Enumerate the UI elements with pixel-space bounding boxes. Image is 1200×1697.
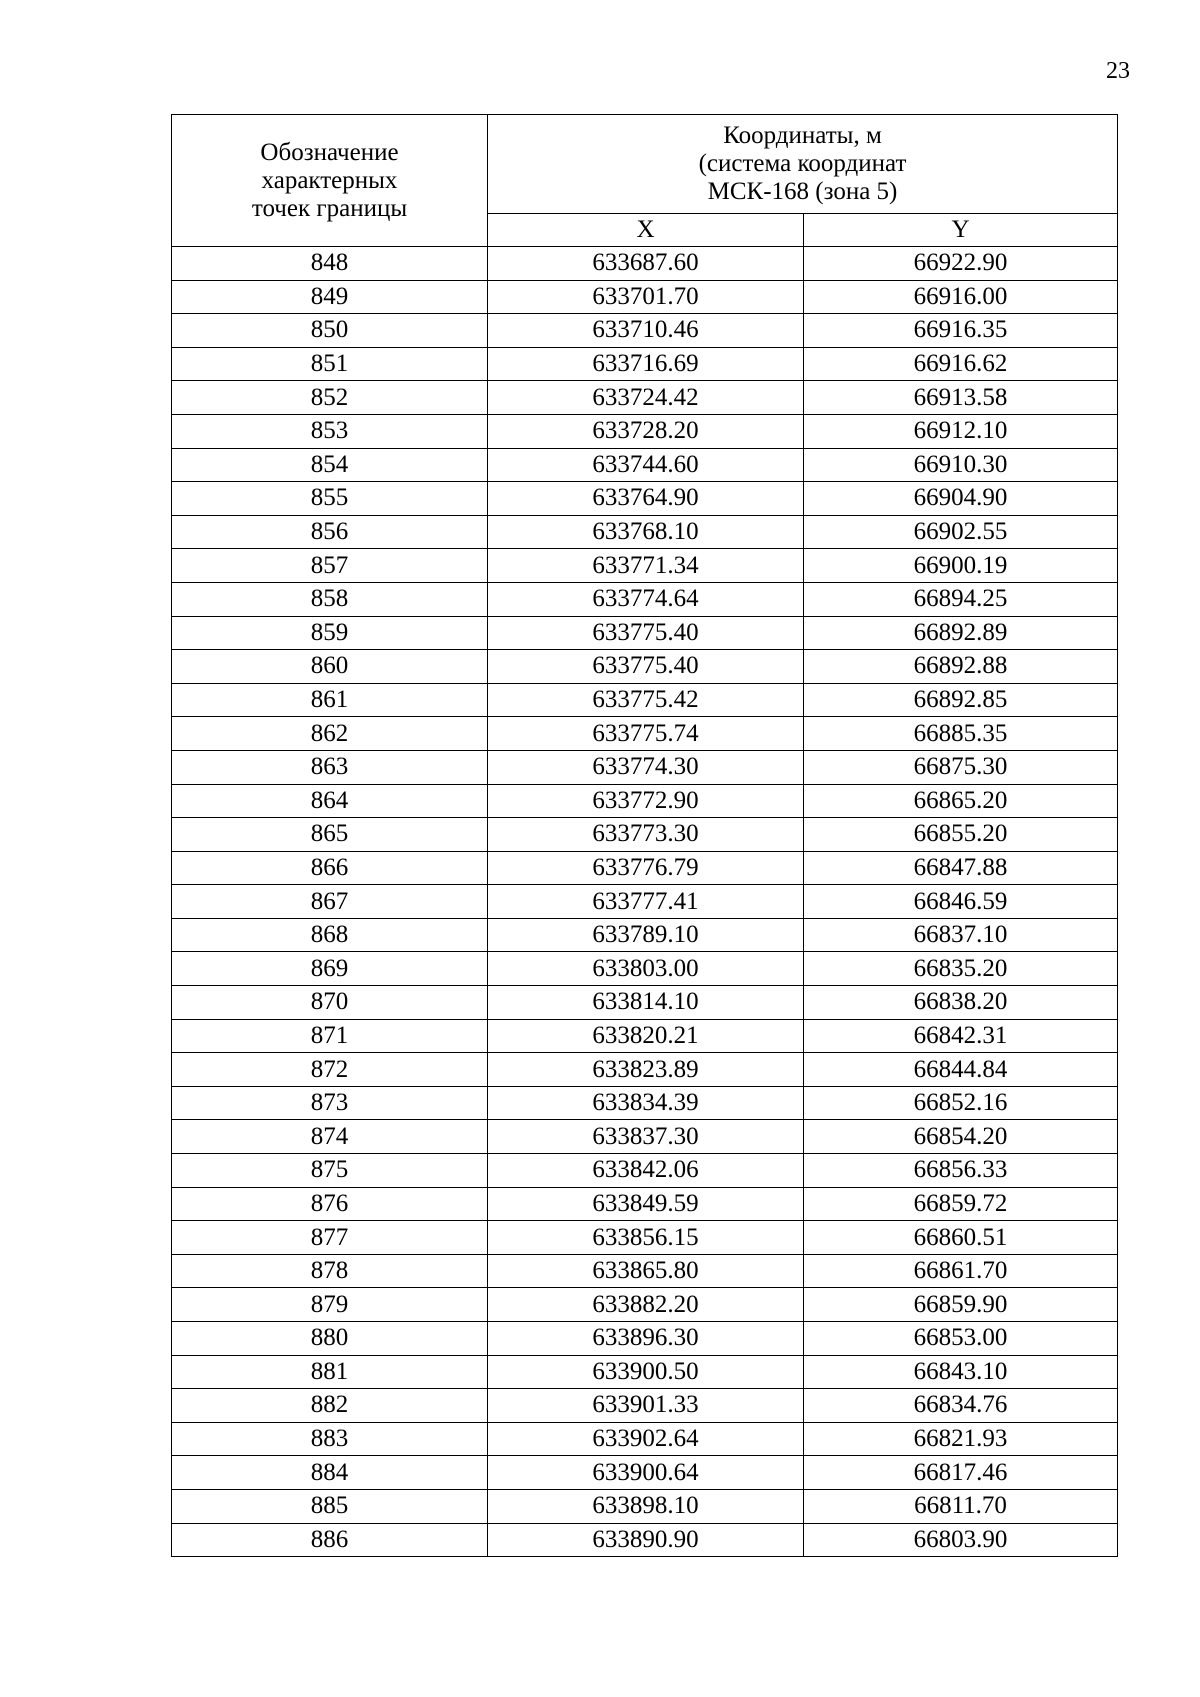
table-row	[172, 549, 1118, 583]
x-coordinate-cell: 633775.40	[488, 650, 804, 684]
table-row	[172, 347, 1118, 381]
x-coordinate-cell: 633896.30	[488, 1322, 804, 1356]
x-coordinate-cell: 633768.10	[488, 515, 804, 549]
point-cell: 863	[172, 750, 488, 784]
point-cell: 880	[172, 1322, 488, 1356]
page-number: 23	[1106, 58, 1130, 84]
table-row	[172, 414, 1118, 448]
table-row	[172, 1187, 1118, 1221]
point-cell: 870	[172, 986, 488, 1020]
point-cell: 882	[172, 1389, 488, 1423]
point-cell: 886	[172, 1523, 488, 1557]
point-cell: 871	[172, 1019, 488, 1053]
y-coordinate-cell: 66803.90	[804, 1523, 1118, 1557]
point-header-line: характерных	[261, 166, 398, 194]
point-cell: 850	[172, 314, 488, 348]
y-coordinate-cell: 66854.20	[804, 1120, 1118, 1154]
table-row	[172, 381, 1118, 415]
x-coordinate-cell: 633898.10	[488, 1489, 804, 1523]
y-coordinate-cell: 66847.88	[804, 851, 1118, 885]
point-cell: 859	[172, 616, 488, 650]
point-cell: 885	[172, 1489, 488, 1523]
table-row	[172, 1489, 1118, 1523]
point-cell: 867	[172, 885, 488, 919]
table-row	[172, 1456, 1118, 1490]
x-coordinate-cell: 633856.15	[488, 1221, 804, 1255]
point-cell: 879	[172, 1288, 488, 1322]
x-coordinate-cell: 633771.34	[488, 549, 804, 583]
table-row	[172, 448, 1118, 482]
point-cell: 854	[172, 448, 488, 482]
table-row	[172, 314, 1118, 348]
y-coordinate-cell: 66842.31	[804, 1019, 1118, 1053]
point-cell: 848	[172, 247, 488, 281]
x-coordinate-cell: 633724.42	[488, 381, 804, 415]
y-coordinate-cell: 66916.35	[804, 314, 1118, 348]
y-coordinate-cell: 66892.88	[804, 650, 1118, 684]
table-row	[172, 1086, 1118, 1120]
y-coordinate-cell: 66892.85	[804, 683, 1118, 717]
x-coordinate-cell: 633882.20	[488, 1288, 804, 1322]
x-coordinate-cell: 633701.70	[488, 280, 804, 314]
x-coordinate-cell: 633777.41	[488, 885, 804, 919]
y-coordinate-cell: 66855.20	[804, 818, 1118, 852]
y-coordinate-cell: 66885.35	[804, 717, 1118, 751]
x-coordinate-cell: 633775.42	[488, 683, 804, 717]
point-cell: 860	[172, 650, 488, 684]
y-coordinate-cell: 66875.30	[804, 750, 1118, 784]
y-coordinate-cell: 66861.70	[804, 1254, 1118, 1288]
x-coordinate-cell: 633865.80	[488, 1254, 804, 1288]
point-column-header	[172, 115, 488, 247]
x-coordinate-cell: 633803.00	[488, 952, 804, 986]
table-row	[172, 1322, 1118, 1356]
table-row	[172, 885, 1118, 919]
x-coordinate-cell: 633774.64	[488, 582, 804, 616]
x-coordinate-cell: 633834.39	[488, 1086, 804, 1120]
x-coordinate-cell: 633776.79	[488, 851, 804, 885]
y-coordinate-cell: 66852.16	[804, 1086, 1118, 1120]
point-cell: 852	[172, 381, 488, 415]
x-coordinate-cell: 633842.06	[488, 1154, 804, 1188]
x-coordinate-cell: 633774.30	[488, 750, 804, 784]
coords-header-line: (система координат	[698, 150, 907, 177]
y-coordinate-cell: 66838.20	[804, 986, 1118, 1020]
y-coordinate-cell: 66859.90	[804, 1288, 1118, 1322]
y-coordinate-cell: 66837.10	[804, 918, 1118, 952]
table-row	[172, 1154, 1118, 1188]
y-coordinate-cell: 66913.58	[804, 381, 1118, 415]
point-cell: 862	[172, 717, 488, 751]
point-cell: 865	[172, 818, 488, 852]
x-coordinate-cell: 633814.10	[488, 986, 804, 1020]
y-coordinate-cell: 66900.19	[804, 549, 1118, 583]
y-coordinate-cell: 66902.55	[804, 515, 1118, 549]
table-row	[172, 818, 1118, 852]
x-coordinate-cell: 633789.10	[488, 918, 804, 952]
table-row	[172, 851, 1118, 885]
point-cell: 866	[172, 851, 488, 885]
table-row	[172, 717, 1118, 751]
table-row	[172, 1019, 1118, 1053]
y-coordinate-cell: 66843.10	[804, 1355, 1118, 1389]
table-row	[172, 1053, 1118, 1087]
point-cell: 856	[172, 515, 488, 549]
table-row	[172, 280, 1118, 314]
x-coordinate-cell: 633890.90	[488, 1523, 804, 1557]
y-coordinate-cell: 66834.76	[804, 1389, 1118, 1423]
y-coordinate-cell: 66853.00	[804, 1322, 1118, 1356]
table-row	[172, 784, 1118, 818]
table-row	[172, 582, 1118, 616]
point-cell: 883	[172, 1422, 488, 1456]
y-coordinate-cell: 66835.20	[804, 952, 1118, 986]
x-coordinate-cell: 633900.64	[488, 1456, 804, 1490]
coords-header-line: Координаты, м	[723, 122, 882, 149]
y-column-header: Y	[804, 214, 1118, 247]
x-coordinate-cell: 633716.69	[488, 347, 804, 381]
table-row	[172, 616, 1118, 650]
x-coordinate-cell: 633773.30	[488, 818, 804, 852]
point-cell: 869	[172, 952, 488, 986]
y-coordinate-cell: 66912.10	[804, 414, 1118, 448]
point-header-line: Обозначение	[260, 138, 399, 166]
y-coordinate-cell: 66844.84	[804, 1053, 1118, 1087]
table-row	[172, 1221, 1118, 1255]
x-coordinate-cell: 633837.30	[488, 1120, 804, 1154]
y-coordinate-cell: 66904.90	[804, 482, 1118, 516]
point-cell: 881	[172, 1355, 488, 1389]
table-row	[172, 683, 1118, 717]
table-row	[172, 1120, 1118, 1154]
point-cell: 857	[172, 549, 488, 583]
table-body	[172, 247, 1118, 1557]
x-coordinate-cell: 633710.46	[488, 314, 804, 348]
x-coordinate-cell: 633775.40	[488, 616, 804, 650]
x-coordinate-cell: 633775.74	[488, 717, 804, 751]
table-row	[172, 650, 1118, 684]
point-cell: 875	[172, 1154, 488, 1188]
table-row	[172, 1422, 1118, 1456]
y-coordinate-cell: 66846.59	[804, 885, 1118, 919]
point-cell: 873	[172, 1086, 488, 1120]
coordinates-table	[171, 114, 1118, 1557]
point-cell: 861	[172, 683, 488, 717]
y-coordinate-cell: 66916.00	[804, 280, 1118, 314]
table-row	[172, 515, 1118, 549]
x-coordinate-cell: 633901.33	[488, 1389, 804, 1423]
x-coordinate-cell: 633744.60	[488, 448, 804, 482]
point-cell: 858	[172, 582, 488, 616]
point-cell: 872	[172, 1053, 488, 1087]
coordinates-column-header	[488, 115, 1118, 214]
table-row	[172, 1523, 1118, 1557]
y-coordinate-cell: 66821.93	[804, 1422, 1118, 1456]
table-row	[172, 1288, 1118, 1322]
point-cell: 851	[172, 347, 488, 381]
point-cell: 853	[172, 414, 488, 448]
table-row	[172, 1389, 1118, 1423]
x-coordinate-cell: 633728.20	[488, 414, 804, 448]
x-coordinate-cell: 633902.64	[488, 1422, 804, 1456]
x-coordinate-cell: 633764.90	[488, 482, 804, 516]
point-cell: 884	[172, 1456, 488, 1490]
y-coordinate-cell: 66811.70	[804, 1489, 1118, 1523]
point-cell: 876	[172, 1187, 488, 1221]
point-cell: 877	[172, 1221, 488, 1255]
x-coordinate-cell: 633687.60	[488, 247, 804, 281]
y-coordinate-cell: 66916.62	[804, 347, 1118, 381]
table-row	[172, 1254, 1118, 1288]
table-row	[172, 918, 1118, 952]
x-coordinate-cell: 633849.59	[488, 1187, 804, 1221]
y-coordinate-cell: 66860.51	[804, 1221, 1118, 1255]
point-cell: 864	[172, 784, 488, 818]
table-header	[172, 115, 1118, 247]
y-coordinate-cell: 66817.46	[804, 1456, 1118, 1490]
coords-header-line: МСК-168 (зона 5)	[707, 178, 898, 205]
y-coordinate-cell: 66856.33	[804, 1154, 1118, 1188]
table-row	[172, 247, 1118, 281]
point-cell: 878	[172, 1254, 488, 1288]
table-row	[172, 750, 1118, 784]
table-row	[172, 1355, 1118, 1389]
table-row	[172, 986, 1118, 1020]
point-cell: 855	[172, 482, 488, 516]
table-row	[172, 482, 1118, 516]
point-cell: 874	[172, 1120, 488, 1154]
point-cell: 849	[172, 280, 488, 314]
y-coordinate-cell: 66892.89	[804, 616, 1118, 650]
y-coordinate-cell: 66910.30	[804, 448, 1118, 482]
table-row	[172, 952, 1118, 986]
x-coordinate-cell: 633823.89	[488, 1053, 804, 1087]
x-column-header: X	[488, 214, 804, 247]
point-cell: 868	[172, 918, 488, 952]
y-coordinate-cell: 66859.72	[804, 1187, 1118, 1221]
x-coordinate-cell: 633900.50	[488, 1355, 804, 1389]
x-coordinate-cell: 633772.90	[488, 784, 804, 818]
x-coordinate-cell: 633820.21	[488, 1019, 804, 1053]
y-coordinate-cell: 66865.20	[804, 784, 1118, 818]
y-coordinate-cell: 66894.25	[804, 582, 1118, 616]
point-header-line: точек границы	[251, 194, 408, 222]
y-coordinate-cell: 66922.90	[804, 247, 1118, 281]
